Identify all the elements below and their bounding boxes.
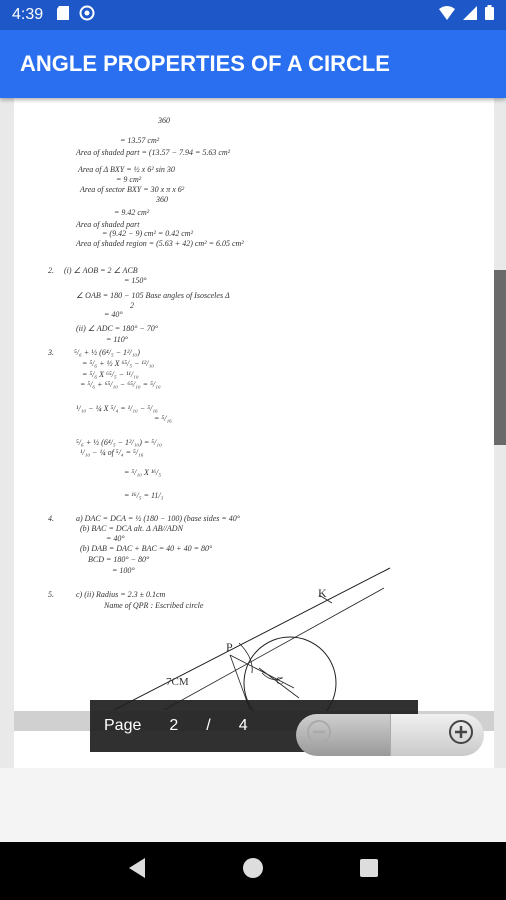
recents-icon[interactable] [359, 857, 379, 885]
doc-line: = ⁵/₆ X ⁶⁵/₅ − ¹¹/₁₀ [82, 370, 139, 379]
drawing-label: P [226, 640, 233, 654]
doc-line: Area of shaded region = (5.63 + 42) cm² = 6.05 cm² [76, 239, 244, 248]
viewer-background [0, 768, 506, 842]
doc-line: 4. [48, 514, 54, 523]
zoom-controls [296, 714, 484, 756]
doc-line: BCD = 180° − 80° [88, 555, 150, 564]
doc-line: ¹/₁₀ − ¼ of ⁵/₄ = ⁵/₁₆ [80, 448, 144, 457]
sd-card-icon [57, 6, 69, 25]
home-icon[interactable] [242, 857, 264, 886]
doc-line: 2 [130, 301, 134, 310]
battery-icon [485, 5, 494, 25]
zoom-in-button[interactable] [390, 714, 484, 756]
page-separator: / [206, 717, 211, 734]
doc-line: (ii) ∠ ADC = 180° − 70° [76, 324, 158, 333]
doc-line: (b) DAB = DAC + BAC = 40 + 40 = 80° [80, 544, 213, 553]
app-bar [0, 30, 506, 98]
doc-line: = ⁵/₆ + ½ X ⁶⁵/₅ − ¹²/₁₀ [82, 359, 155, 368]
drawing-label: C [276, 675, 284, 687]
doc-line: Name of QPR : Escribed circle [104, 601, 204, 610]
viewer-margin-left [0, 98, 14, 768]
construction-drawing [14, 98, 494, 713]
drawing-label: 7CM [166, 676, 189, 688]
wifi-icon [439, 6, 455, 25]
doc-line: Area of shaded part = (13.57 − 7.94 = 5.63 cm² [76, 148, 231, 157]
doc-line: = 9.42 cm² [114, 208, 150, 217]
doc-line: ∠ OAB = 180 − 105 Base angles of Isosceles Δ [76, 291, 230, 300]
vpn-icon [79, 5, 95, 26]
back-icon[interactable] [127, 857, 147, 886]
drawing-label: K [318, 586, 327, 600]
doc-line: = ⁵/₆ + ⁶⁵/₁₀ − ⁶⁵/₁₀ = ⁵/₁₀ [80, 380, 161, 389]
doc-line: Area of shaded part [76, 220, 140, 229]
status-right [439, 5, 494, 25]
system-nav-bar [0, 842, 506, 900]
doc-line: = (9.42 − 9) cm² = 0.42 cm² [102, 229, 193, 238]
doc-line: 3. [48, 348, 54, 357]
doc-line: = 110° [106, 335, 129, 344]
signal-icon [463, 6, 477, 25]
document-page [14, 98, 494, 713]
doc-line: 360 [156, 195, 168, 204]
doc-line: = 150° [124, 276, 147, 285]
doc-line: = 40° [106, 534, 125, 543]
zoom-out-button[interactable] [296, 714, 390, 756]
doc-line: = 13.57 cm² [120, 136, 160, 145]
doc-line: ⁵/₆ + ½ (6⁴/₅ − 1²/₁₀) [74, 348, 140, 357]
doc-line: c) (ii) Radius = 2.3 ± 0.1cm [76, 590, 166, 599]
doc-line: (i) ∠ AOB = 2 ∠ ACB [64, 266, 138, 275]
doc-line: (b) BAC = DCA alt. Δ AB//ADN [80, 524, 183, 533]
doc-line: ⁵/₆ + ½ (6⁴/₅ − 1²/₁₀) = ⁵/₁₀ [76, 438, 162, 447]
status-bar [0, 0, 506, 30]
doc-line: = 9 cm² [116, 175, 142, 184]
doc-line: = 40° [104, 310, 123, 319]
doc-line: 5. [48, 590, 54, 599]
page-label: Page [104, 717, 142, 734]
doc-line: Area of sector BXY = 30 x π x 6² [80, 185, 185, 194]
doc-line: = ⁵/₁₆ [154, 414, 172, 423]
status-time: 4:39 [12, 6, 44, 23]
total-pages: 4 [238, 717, 248, 734]
doc-line: 360 [158, 116, 170, 125]
current-page: 2 [169, 717, 179, 734]
doc-line: 2. [48, 266, 54, 275]
doc-line: = ⁵/₁₀ X ¹⁶/₅ [124, 468, 162, 477]
doc-line: = ¹⁶/₅ = 11/₃ [124, 491, 164, 500]
doc-line: = 100° [112, 566, 135, 575]
page-title: ANGLE PROPERTIES OF A CIRCLE [20, 51, 390, 76]
scrollbar-thumb[interactable] [494, 270, 506, 445]
doc-line: a) DAC = DCA = ½ (180 − 100) (base sides = 40° [76, 514, 240, 523]
doc-line: ¹/₁₀ − ¼ X ⁵/₄ = ¹/₁₀ − ⁵/₁₆ [76, 404, 158, 413]
doc-line: Area of Δ BXY = ½ x 6² sin 30 [78, 165, 175, 174]
zoom-in-icon [448, 719, 474, 751]
zoom-out-icon [306, 719, 332, 751]
